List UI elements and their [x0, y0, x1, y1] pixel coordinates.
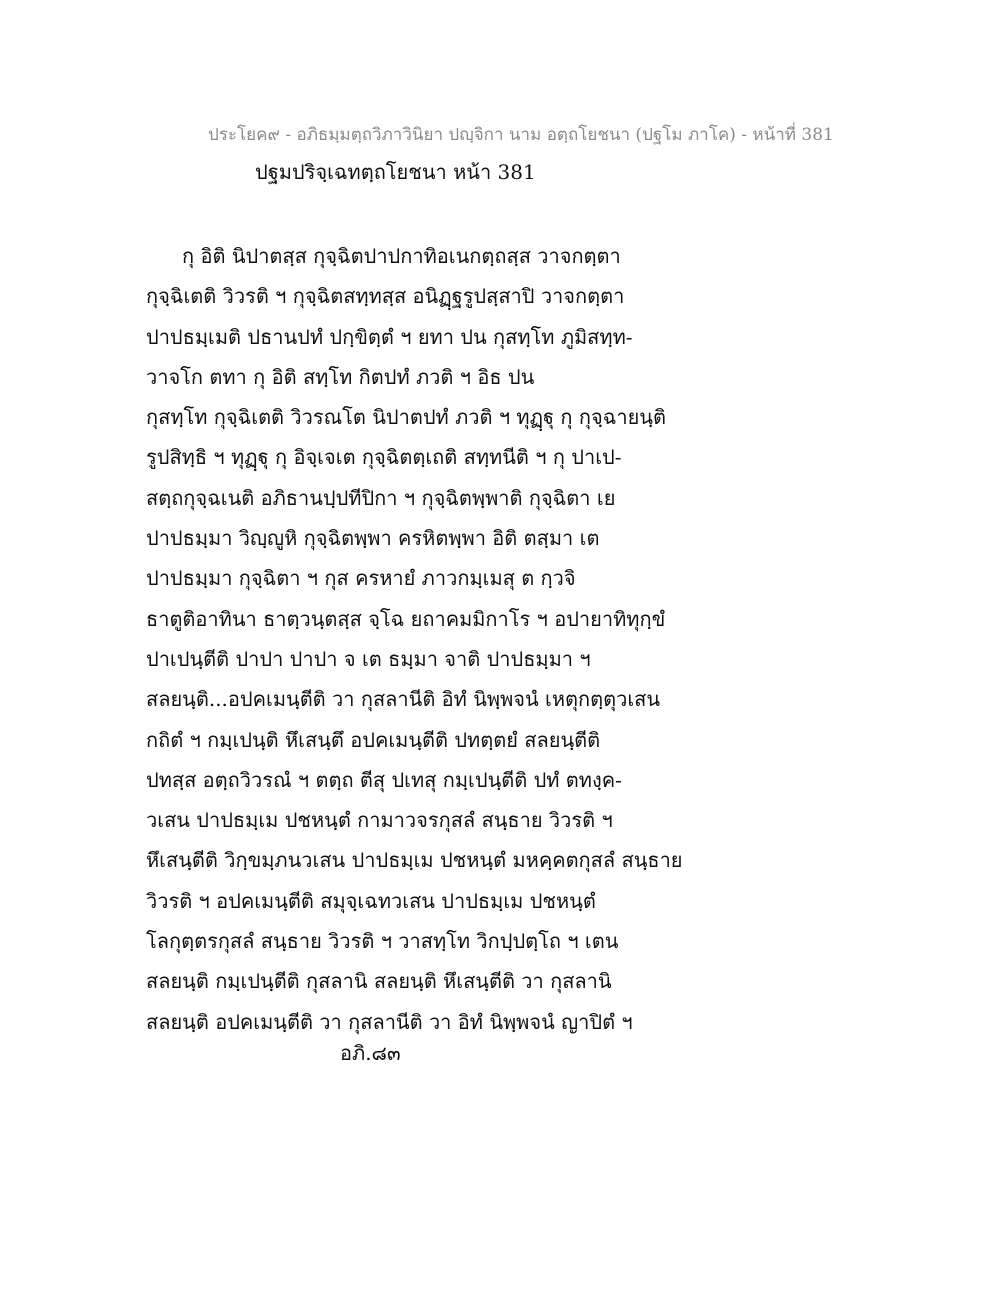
running-header: ประโยค๙ - อภิธมฺมตฺถวิภาวินิยา ปญฺจิกา นาม อตฺถโยชนา (ปฐโม ภาโค) - หน้าที่ 381 [208, 125, 834, 145]
body-line: กุ อิติ นิปาตสฺส กุจฺฉิตปาปกาทิอเนกตฺถสฺส วาจกตฺตา [182, 244, 621, 268]
body-line: กุสทฺโท กุจฺฉิเตติ วิวรณโต นิปาตปทํ ภวติ ฯ ทุฏฺฐุ กุ กุจฺฉายนฺติ [146, 405, 666, 430]
body-line: สลยนฺติ...อปคเมนฺตีติ วา กุสลานีติ อิทํ นิพฺพจนํ เหตุกตฺตุวเสน [146, 687, 661, 712]
body-line: วิวรติ ฯ อปคเมนฺตีติ สมุจฺเฉทวเสน ปาปธมฺเม ปชหนฺตํ [146, 888, 596, 913]
body-line: รูปสิทฺธิ ฯ ทุฏฺฐุ กุ อิจฺเจเต กุจฺฉิตตฺเถติ สทฺทนีติ ฯ กุ ปาเป- [146, 445, 622, 470]
body-line: กถิตํ ฯ กมฺเปนฺติ หึเสนฺตึ อปคเมนฺตีติ ปทตฺตยํ สลยนฺตีติ [146, 727, 601, 752]
body-text [146, 236, 866, 1042]
body-line: โลกุตฺตรกุสลํ สนฺธาย วิวรติ ฯ วาสทฺโท วิกปฺปตฺโถ ฯ เตน [146, 929, 619, 954]
body-line: วเสน ปาปธมฺเม ปชหนฺตํ กามาวจรกุสลํ สนฺธาย วิวรติ ฯ [146, 808, 613, 833]
body-line: สลยนฺติ อปคเมนฺตีติ วา กุสลานีติ วา อิทํ นิพฺพจนํ ญาปิตํ ฯ [146, 1009, 633, 1034]
body-line: ปทสฺส อตฺถวิวรณํ ฯ ตตฺถ ตีสุ ปเทสุ กมฺเปนฺตีติ ปทํ ตทงฺค- [146, 767, 622, 792]
chapter-heading: ปฐมปริจฺเฉทตฺถโยชนา หน้า 381 [255, 160, 536, 184]
body-line: ปาเปนฺตีติ ปาปา ปาปา จ เต ธมฺมา จาติ ปาปธมฺมา ฯ [146, 646, 591, 671]
body-line: ปาปธมฺมา วิญฺญูหิ กุจฺฉิตพฺพา ครหิตพฺพา อิติ ตสฺมา เต [146, 526, 600, 551]
body-line: หึเสนฺตีติ วิกฺขมฺภนวเสน ปาปธมฺเม ปชหนฺตํ มหคฺคตกุสลํ สนฺธาย [146, 848, 683, 873]
body-line: วาจโก ตทา กุ อิติ สทฺโท กิตปทํ ภวติ ฯ อิธ ปน [146, 364, 535, 389]
body-line: สตฺถกุจฺฉเนติ อภิธานปฺปทีปิกา ฯ กุจฺฉิตพฺพาติ กุจฺฉิตา เย [146, 485, 616, 510]
body-line: ปาปธมฺเมติ ปธานปทํ ปกฺขิตฺตํ ฯ ยทา ปน กุสทฺโท ภูมิสทฺท- [146, 324, 633, 349]
body-line: กุจฺฉิเตติ วิวรติ ฯ กุจฺฉิตสทฺทสฺส อนิฏฺฐรูปสฺสาปิ วาจกตฺตา [146, 284, 625, 309]
body-line: สลยนฺติ กมฺเปนฺตีติ กุสลานิ สลยนฺติ หึเสนฺตีติ วา กุสลานิ [146, 969, 612, 994]
page-signature: อภิ.๘๓ [340, 1041, 401, 1065]
body-line: ปาปธมฺมา กุจฺฉิตา ฯ กุส ครหายํ ภาวกมฺเมสุ ต กฺวจิ [146, 566, 576, 591]
body-line: ธาตูติอาทินา ธาตฺวนฺตสฺส จฺโฉ ยถาคมมิกาโร ฯ อปายาทิทุกฺขํ [146, 606, 666, 631]
